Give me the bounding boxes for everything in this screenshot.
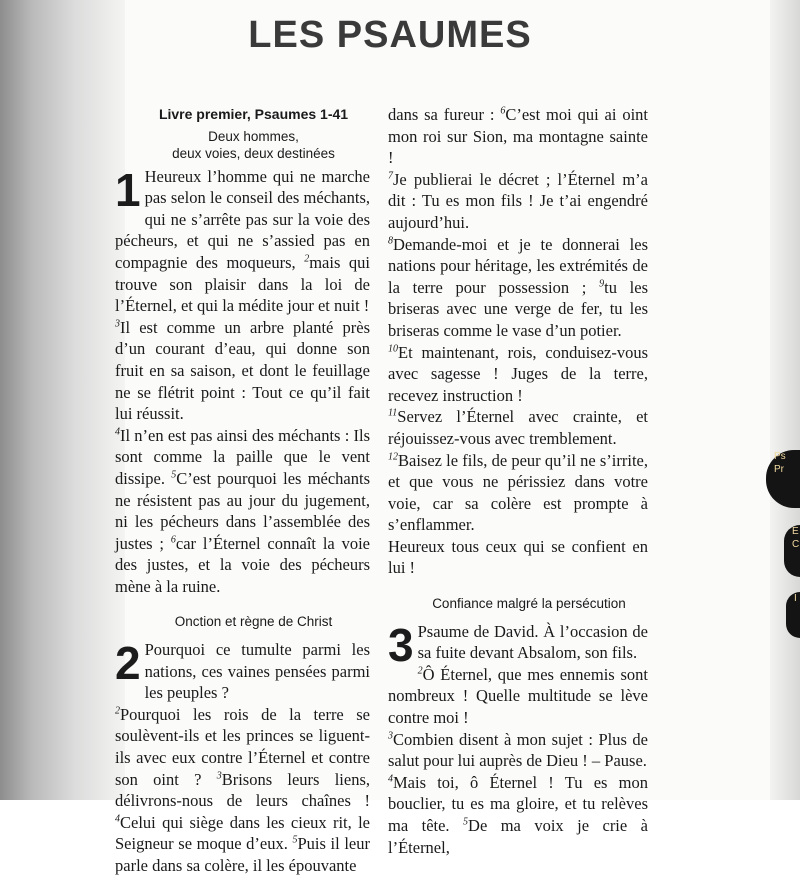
verse-number: 4: [115, 426, 120, 438]
verse-number: 3: [388, 730, 393, 742]
verse-number: 3: [216, 770, 222, 782]
verse-text: dans sa fureur :: [388, 105, 495, 124]
tab-label: Ps: [774, 451, 786, 462]
psalm1-text: [115, 163, 371, 598]
verse-number: 11: [388, 407, 398, 419]
tab-label: Pr: [774, 464, 784, 475]
page-edge: [770, 0, 800, 800]
tab-label: C: [792, 539, 800, 550]
verse-number: 6: [170, 534, 176, 546]
book-heading: Livre premier, Psaumes 1-41: [158, 106, 349, 122]
verse-number: 2: [304, 253, 310, 265]
verse-number: 8: [388, 235, 393, 247]
verse-number: 5: [463, 816, 469, 828]
verse-number: 2: [115, 705, 120, 717]
verse-text: Brisons leurs liens, délivrons-nous de leurs chaînes !: [115, 769, 371, 811]
chapter-number: 1: [115, 163, 141, 216]
chapter-number: 3: [388, 618, 414, 671]
verse-number: 10: [388, 343, 398, 355]
psalm1-heading-line2: deux voies, deux destinées: [172, 145, 335, 161]
verse-text: Servez l’Éternel avec crainte, et réjouissez-vous avec tremblement.: [388, 407, 648, 448]
verse-text: C’est pourquoi les méchants ne résistent pas au jour du jugement, ni les pécheurs dans l’assemblée des justes ;: [115, 468, 371, 553]
verse-text: Il est comme un arbre planté près d’un courant d’eau, qui donne son fruit en sa saison, et dont le feuillage ne se flétrit point : Tout ce qu’il fait lui réussit.: [115, 317, 370, 424]
verse-text: mais qui trouve son plaisir dans la loi de l’Éternel, et qui la médite jour et nuit !: [115, 252, 371, 316]
verse-text: C’est moi qui ai oint mon roi sur Sion, ma montagne sainte !: [388, 105, 648, 168]
verse-text: Heureux tous ceux qui se confient en lui !: [388, 536, 648, 578]
verse-text: Combien disent à mon sujet : Plus de salut pour lui auprès de Dieu ! – Pause.: [388, 729, 648, 771]
psalm1-heading-line1: Deux hommes,: [208, 128, 299, 144]
verse-number: 5: [292, 834, 298, 846]
verse-text: Baisez le fils, de peur qu’il ne s’irrite, et que vous ne périssiez dans votre voie, car sa colère est prompte à s’enflammer.: [388, 450, 648, 535]
psalm2-continued: [388, 104, 648, 579]
verse-text: Ô Éternel, que mes ennemis sont nombreux ! Quelle multitude se lève contre moi !: [388, 664, 648, 728]
left-column: [115, 104, 370, 877]
verse-text: Celui qui siège dans les cieux rit, le Seigneur se moque d’eux.: [115, 812, 370, 854]
psalm1-heading: [137, 128, 370, 162]
verse-number: 4: [115, 813, 120, 825]
verse-number: 2: [417, 665, 423, 677]
verse-text: Mais toi, ô Éternel ! Tu es mon bouclier, tu es ma gloire, et tu relèves ma tête.: [388, 772, 648, 835]
verse-number: 6: [500, 105, 506, 117]
verse-text: Pourquoi ce tumulte parmi les nations, ces vaines pensées parmi les peuples ?: [144, 640, 370, 703]
thumb-index-tab[interactable]: [784, 525, 800, 577]
verse-text: Heureux l’homme qui ne marche pas selon le conseil des méchants, qui ne s’arrête pas sur la voie des pécheurs, et qui ne s’assied pas en compagnie des moqueurs,: [115, 166, 370, 272]
verse-text: Psaume de David. À l’occasion de sa fuite devant Absalom, son fils.: [417, 621, 648, 663]
verse-number: 5: [171, 469, 177, 481]
psalm2-text: [115, 639, 370, 877]
verse-text: Je publierai le décret ; l’Éternel m’a dit : Tu es mon fils ! Je t’ai engendré aujourd’hui.: [388, 169, 648, 232]
verse-text: car l’Éternel connaît la voie des justes, et la voie des pécheurs mène à la ruine.: [115, 533, 371, 596]
chapter-number: 2: [115, 637, 141, 690]
verse-text: Et maintenant, rois, conduisez-vous avec sagesse ! Juges de la terre, recevez instruction !: [388, 342, 648, 405]
verse-text: Il n’en est pas ainsi des méchants : Ils sont comme la paille que le vent dissipe.: [115, 425, 370, 488]
verse-text: De ma voix je crie à l’Éternel,: [388, 816, 648, 857]
verse-text: Demande-moi et je te donnerai les nations pour héritage, les extrémités de la terre pour possession ;: [388, 234, 648, 297]
thumb-index-tab[interactable]: [786, 592, 800, 638]
tab-label: E: [792, 526, 799, 537]
tab-label: I: [794, 593, 797, 604]
verse-number: 3: [115, 318, 120, 330]
psalm3-heading: Confiance malgré la persécution: [432, 596, 626, 612]
right-column: [388, 104, 648, 858]
verse-number: 9: [599, 278, 605, 290]
verse-number: 7: [388, 170, 393, 182]
verse-number: 12: [388, 451, 398, 462]
verse-number: 4: [388, 773, 393, 785]
page-gutter-shadow: [0, 0, 125, 800]
verse-text: tu les briseras avec une verge de fer, tu les briseras comme le vase d’un potier.: [388, 277, 648, 340]
psalm3-text: [388, 618, 648, 859]
page-title: LES PSAUMES: [248, 14, 532, 56]
psalm2-heading: Onction et règne de Christ: [174, 614, 333, 630]
verse-text: Pourquoi les rois de la terre se soulèvent-ils et les princes se liguent-ils avec eux contre l’Éternel et contre son oint ?: [115, 704, 370, 789]
verse-text: Puis il leur parle dans sa colère, il les épouvante: [115, 834, 370, 875]
